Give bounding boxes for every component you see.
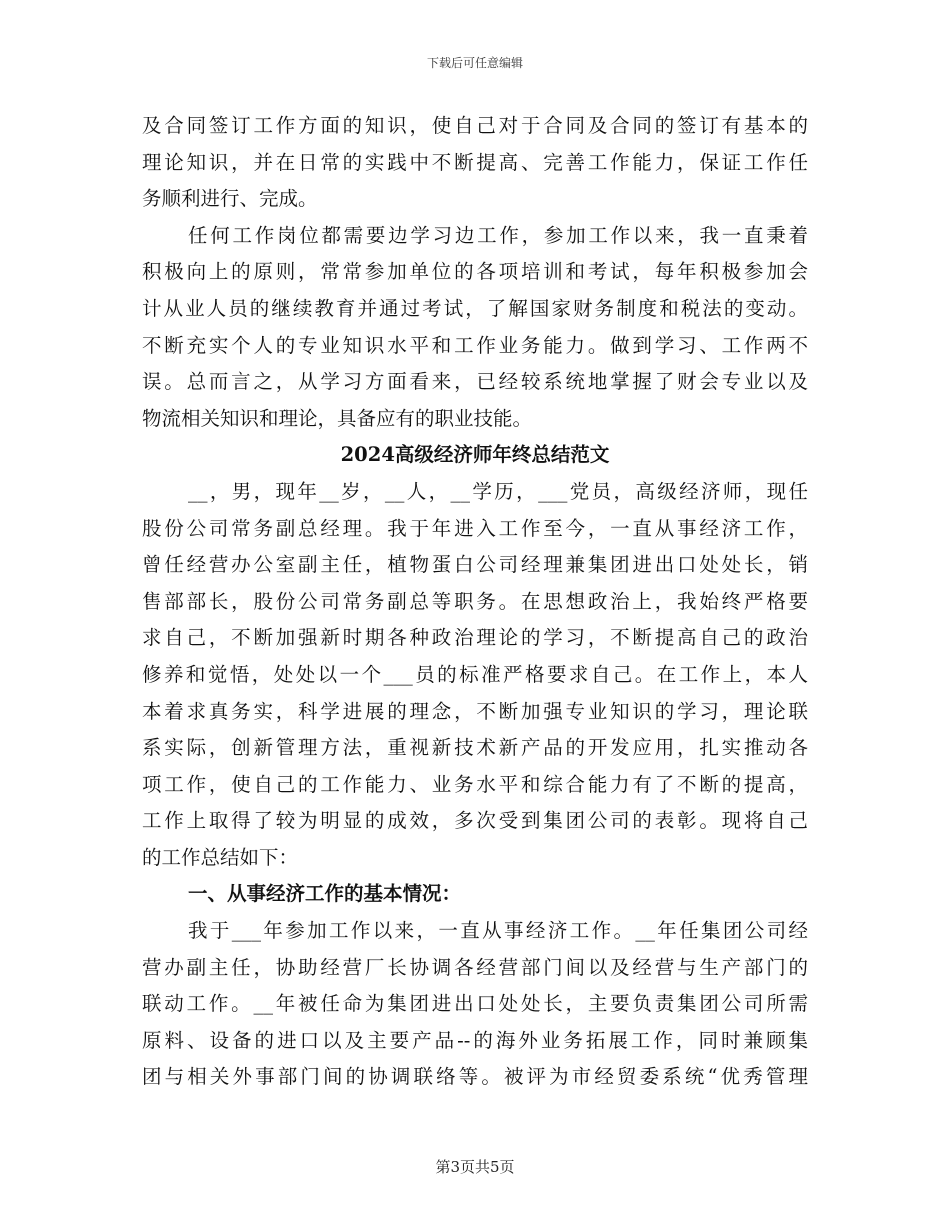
body-line: 误。总而言之，从学习方面看来，已经较系统地掌握了财会专业以及 (142, 370, 808, 394)
body-line: 项工作，使自己的工作能力、业务水平和综合能力有了不断的提高， (142, 772, 808, 796)
body-line: 系实际，创新管理方法，重视新技术新产品的开发应用，扎实推动各 (142, 736, 808, 760)
body-line: 求自己，不断加强新时期各种政治理论的学习，不断提高自己的政治 (142, 626, 808, 650)
body-line: 我于___年参加工作以来，一直从事经济工作。__年任集团公司经 (188, 919, 808, 943)
body-line: __，男，现年__岁，__人，__学历，___党员，高级经济师，现任 (188, 479, 808, 503)
body-line: 联动工作。__年被任命为集团进出口处处长，主要负责集团公司所需 (142, 992, 808, 1016)
body-line: 曾任经营办公室副主任，植物蛋白公司经理兼集团进出口处处长，销 (142, 553, 808, 577)
body-line: 积极向上的原则，常常参加单位的各项培训和考试，每年积极参加会 (142, 260, 808, 284)
body-line: 工作上取得了较为明显的成效，多次受到集团公司的表彰。现将自己 (142, 809, 808, 833)
body-line: 团与相关外事部门间的协调联络等。被评为市经贸委系统“优秀管理 (142, 1065, 808, 1089)
body-line: 本着求真务实，科学进展的理念，不断加强专业知识的学习，理论联 (142, 699, 808, 723)
body-line: 计从业人员的继续教育并通过考试，了解国家财务制度和税法的变动。 (142, 296, 808, 320)
body-line: 务顺利进行、完成。 (142, 187, 318, 211)
body-line: 理论知识，并在日常的实践中不断提高、完善工作能力，保证工作任 (142, 150, 808, 174)
body-line: 修养和觉悟，处处以一个___员的标准严格要求自己。在工作上，本人 (142, 662, 808, 686)
page-number: 第3页共5页 (435, 1158, 515, 1176)
section-heading: 一、从事经济工作的基本情况： (188, 882, 462, 906)
body-line: 任何工作岗位都需要边学习边工作，参加工作以来，我一直秉着 (188, 223, 808, 247)
body-line: 原料、设备的进口以及主要产品--的海外业务拓展工作，同时兼顾集 (142, 1028, 808, 1052)
body-line: 的工作总结如下： (142, 845, 299, 869)
document-body (142, 108, 808, 1096)
body-line: 股份公司常务副总经理。我于年进入工作至今，一直从事经济工作， (142, 516, 808, 540)
body-line: 营办副主任，协助经营厂长协调各经营部门间以及经营与生产部门的 (142, 955, 808, 979)
section-title: 2024高级经济师年终总结范文 (340, 443, 610, 467)
body-line: 物流相关知识和理论，具备应有的职业技能。 (142, 406, 533, 430)
page-header: 下载后可任意编辑 (426, 56, 523, 70)
body-line: 售部部长，股份公司常务副总等职务。在思想政治上，我始终严格要 (142, 589, 808, 613)
body-line: 不断充实个人的专业知识水平和工作业务能力。做到学习、工作两不 (142, 333, 808, 357)
body-line: 及合同签订工作方面的知识，使自己对于合同及合同的签订有基本的 (142, 114, 808, 137)
